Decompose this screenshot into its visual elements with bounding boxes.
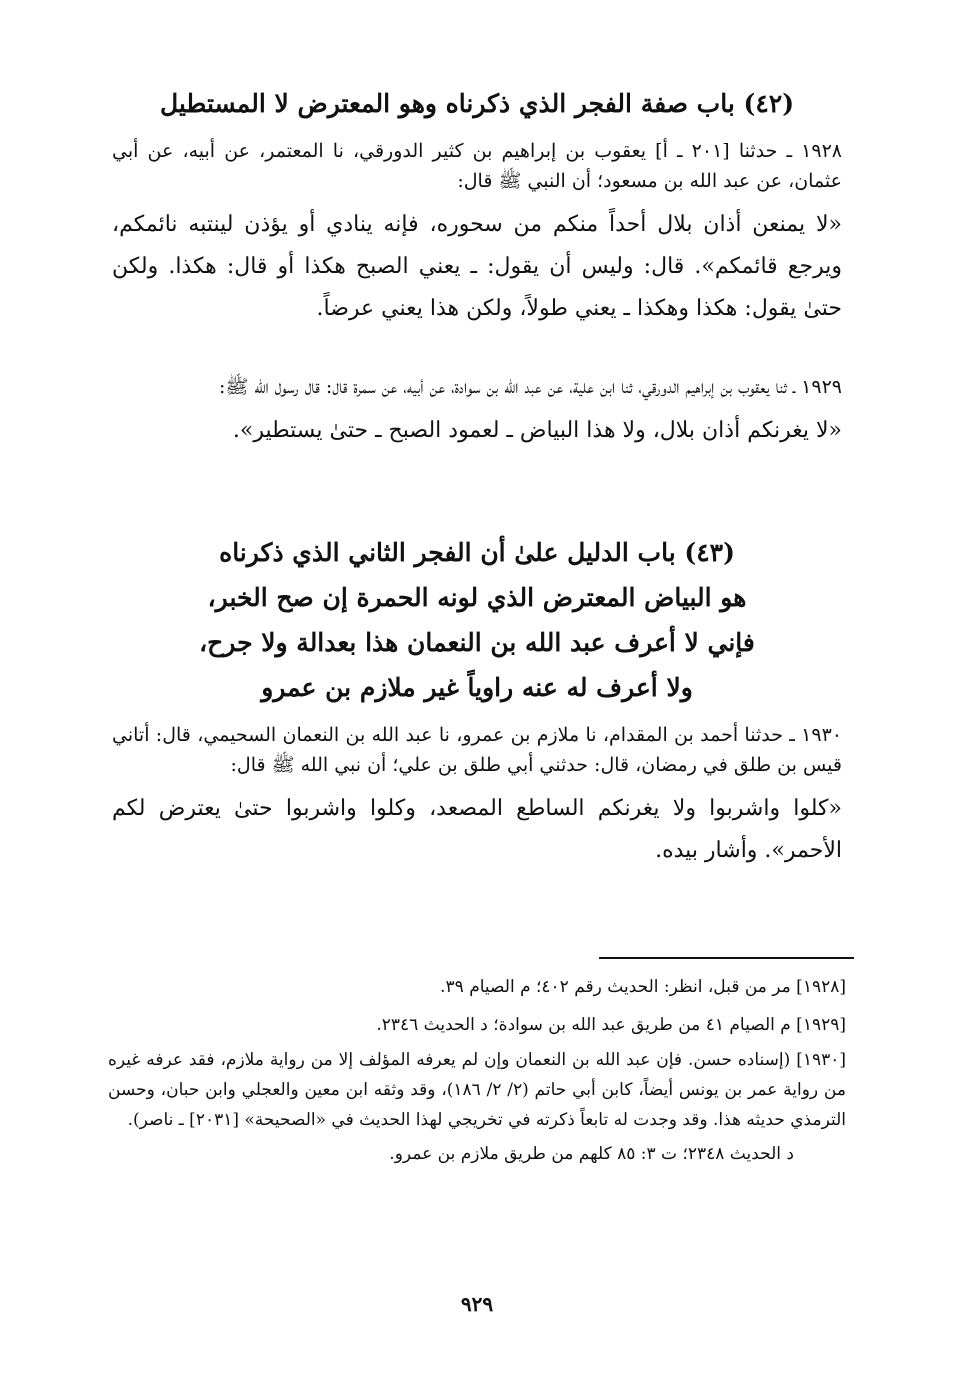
hadith-1929-text: «لا يغرنكم أذان بلال، ولا هذا البياض ـ لعمود الصبح ـ حتىٰ يستطير». bbox=[232, 418, 842, 443]
hadith-1930-chain: ١٩٣٠ ـ حدثنا أحمد بن المقدام، نا ملازم بن عمرو، نا عبد الله بن النعمان السحيمي، قال: أتاني قيس بن طلق في رمضان، قال: حدثني أبي طلق بن علي؛ أن نبي الله ﷺ قال: bbox=[112, 724, 842, 776]
footnote-1930-text: إسناده حسن. فإن عبد الله بن النعمان وإن لم يعرفه المؤلف إلا من رواية ملازم، فقد عرفه غيره من رواية عمر بن يونس أيضاً، كابن أبي حاتم (٢/ ٢/ ١٨٦)، وقد وثقه ابن معين والعجلي وابن حبان، وحسن الترمذي حديثه هذا. وقد وجدت له تابعاً ذكرته في تخريجي لهذا الحديث في «الصحيحة» [٢٠٣١] ـ ناصر). bbox=[108, 1050, 846, 1130]
footnote-1928: [١٩٢٨] مر من قبل، انظر: الحديث رقم ٤٠٢؛ م الصيام ٣٩. bbox=[440, 977, 846, 997]
hadith-1929-chain: ١٩٢٩ ـ ثنا يعقوب بن إبراهيم الدورقي، ثنا ابن علية، عن عبد الله بن سوادة، عن أبيه، عن سمرة قال: قال رسول الله ﷺ: bbox=[219, 376, 842, 398]
footnote-1929: [١٩٢٩] م الصيام ٤١ من طريق عبد الله بن سوادة؛ د الحديث ٢٣٤٦. bbox=[376, 1015, 846, 1035]
section-43-heading-line: هو البياض المعترض الذي لونه الحمرة إن صح الخبر، bbox=[207, 583, 747, 612]
hadith-1930 bbox=[112, 720, 842, 872]
footnote-1930-extra: د الحديث ٢٣٤٨؛ ت ٣: ٨٥ كلهم من طريق ملازم بن عمرو. bbox=[389, 1144, 794, 1164]
footnote-1930-open-paren: ( bbox=[783, 1050, 791, 1070]
footnote-1930-number: [١٩٣٠] bbox=[796, 1050, 847, 1070]
footnote-separator bbox=[599, 957, 854, 959]
hadith-1928 bbox=[112, 136, 842, 330]
section-43-heading-line: ولا أعرف له عنه راوياً غير ملازم بن عمرو bbox=[261, 673, 693, 702]
section-43-heading bbox=[112, 530, 842, 710]
hadith-1929 bbox=[112, 372, 842, 452]
page-number: ٩٢٩ bbox=[460, 1292, 494, 1316]
hadith-1928-chain: ١٩٢٨ ـ حدثنا [٢٠١ ـ أ] يعقوب بن إبراهيم بن كثير الدورقي، نا المعتمر، عن أبيه، عن أبي عثمان، عن عبد الله بن مسعود؛ أن النبي ﷺ قال: bbox=[112, 140, 842, 192]
hadith-1928-text: «لا يمنعن أذان بلال أحداً منكم من سحوره، فإنه ينادي أو يؤذن لينتبه نائمكم، ويرجع قائمكم». قال: وليس أن يقول: ـ يعني الصبح هكذا أو قال: هكذا. ولكن حتىٰ يقول: هكذا وهكذا ـ يعني طولاً، ولكن هذا يعني عرضاً. bbox=[112, 212, 842, 321]
hadith-1930-text: «كلوا واشربوا ولا يغرنكم الساطع المصعد، وكلوا واشربوا حتىٰ يعترض لكم الأحمر». وأشار بيده. bbox=[112, 796, 842, 863]
footnote-1930 bbox=[108, 1045, 846, 1169]
section-43-heading-line: (٤٣) باب الدليل علىٰ أن الفجر الثاني الذي ذكرناه bbox=[219, 538, 735, 567]
section-43-heading-line: فإني لا أعرف عبد الله بن النعمان هذا بعدالة ولا جرح، bbox=[199, 628, 755, 657]
section-42-heading: (٤٢) باب صفة الفجر الذي ذكرناه وهو المعترض لا المستطيل bbox=[159, 89, 795, 118]
